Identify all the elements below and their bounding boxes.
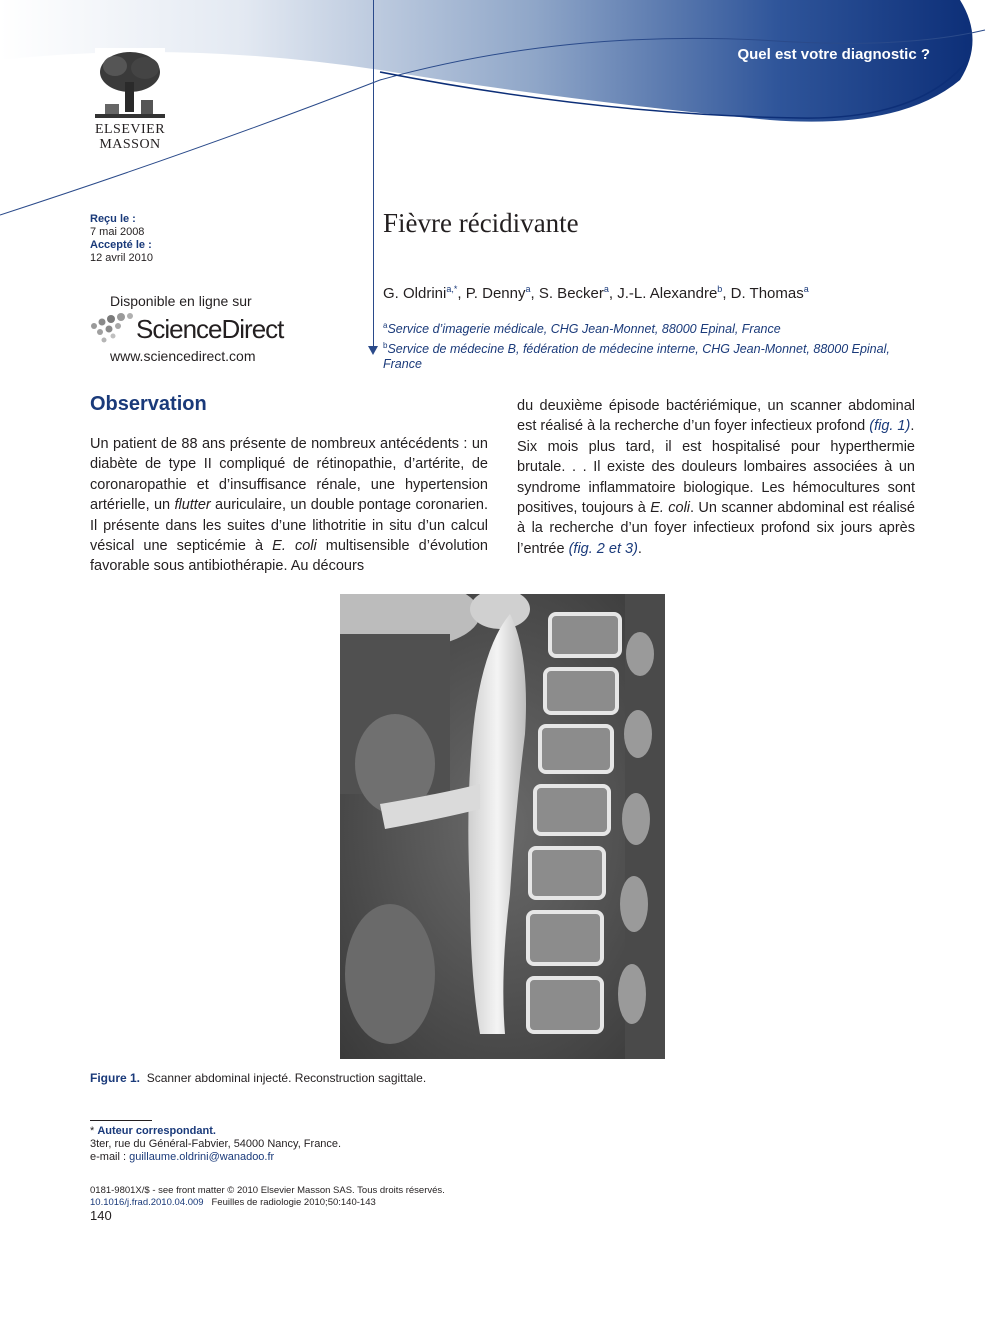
section-tag: Quel est votre diagnostic ? <box>737 46 930 63</box>
author-name: S. Becker <box>538 285 604 302</box>
vertical-divider-line <box>373 0 374 348</box>
accepted-date: 12 avril 2010 <box>90 252 153 264</box>
paragraph: Un patient de 88 ans présente de nombreux antécédents : un diabète de type II compliqué de rétinopathie, d’artérite, de coronaropathie et d’insuffisance rénale, une hypertension artérielle, un flutter auriculaire, un double pontage coronarien. Il présente dans les suites d’une lithotritie in situ d’un calcul vésical une septicémie à E. coli multisensible d’évolution favorable sous antibiothérapie. Au décours <box>90 436 488 575</box>
sciencedirect-dots-icon <box>88 312 136 348</box>
author-affil-sup: a <box>803 284 809 294</box>
section-heading-observation: Observation <box>90 393 207 415</box>
author-affil-sup: b <box>717 284 723 294</box>
sciencedirect-logo <box>88 310 288 350</box>
author-list: G. Oldrini$^{a,*}$, P. Denny$^a$, S. Becker$^a$, J.-L. Alexandre$^b$, D. Thomas$^a$ <box>383 284 809 302</box>
article-dates <box>90 213 153 265</box>
received-date: 7 mai 2008 <box>90 226 145 238</box>
author-name: G. Oldrini <box>383 285 447 302</box>
affiliation-a: $^a$Service d’imagerie médicale, CHG Jean-Monnet, 88000 Epinal, France <box>383 321 781 337</box>
figure-caption: Figure 1. Scanner abdominal injecté. Reconstruction sagittale. <box>90 1071 427 1085</box>
affiliation-list <box>383 318 923 373</box>
footnote: * Auteur correspondant. 3ter, rue du Général-Fabvier, 54000 Nancy, France. e-mail : guillaume.oldrini@wanadoo.fr <box>90 1125 342 1163</box>
author-affil-sup: a <box>603 284 609 294</box>
page-number: 140 <box>90 1208 112 1223</box>
accepted-label: Accepté le : <box>90 239 152 251</box>
journal-citation: Feuilles de radiologie 2010;50:140-143 <box>211 1196 376 1208</box>
ct-scan-sagittal-image <box>340 594 665 1059</box>
figure-label: Figure 1. <box>90 1071 141 1085</box>
paragraph: Six mois plus tard, il est hospitalisé pour hyperthermie brutale. . . Il existe des douleurs lombaires associées à un syndrome inflammatoire biologique. Les hémocultures sont positives, toujours à E. coli. Un scanner abdominal est réalisé à la recherche d’un foyer infectieux profond six jours après l’entrée (fig. 2 et 3). <box>517 438 915 557</box>
body-column-left <box>90 434 488 577</box>
sciencedirect-url[interactable]: www.sciencedirect.com <box>110 348 256 364</box>
available-online-text: Disponible en ligne sur <box>110 293 252 309</box>
copyright-line: 0181-9801X/$ - see front matter © 2010 Elsevier Masson SAS. Tous droits réservés. <box>90 1185 445 1196</box>
figure-ref-link[interactable]: (fig. 2 et 3) <box>568 540 638 557</box>
paragraph: du deuxième épisode bactériémique, un scanner abdominal est réalisé à la recherche d’un foyer infectieux profond (fig. 1). <box>517 398 915 435</box>
arrow-down-icon <box>368 346 378 355</box>
author-name: J.-L. Alexandre <box>617 285 718 302</box>
logo-word-elsevier: ELSEVIER <box>94 122 166 137</box>
logo-word-masson: MASSON <box>99 137 161 152</box>
author-name: D. Thomas <box>730 285 804 302</box>
received-label: Reçu le : <box>90 213 136 225</box>
author-affil-sup: a,* <box>446 284 458 294</box>
doi-link[interactable]: 10.1016/j.frad.2010.04.009 <box>90 1196 204 1208</box>
tree-logo-icon <box>95 48 165 120</box>
footnote-rule <box>90 1120 152 1121</box>
corresponding-author-label: Auteur correspondant. <box>97 1125 216 1137</box>
author-name: P. Denny <box>465 285 526 302</box>
affiliation-b: $^b$Service de médecine B, fédération de médecine interne, CHG Jean-Monnet, 88000 Epinal, France <box>383 340 890 372</box>
figure-ref-link[interactable]: (fig. 1) <box>869 418 911 435</box>
article-title: Fièvre récidivante <box>383 208 579 238</box>
author-affil-sup: a <box>525 284 531 294</box>
body-column-right <box>517 396 915 559</box>
correspondence-address: 3ter, rue du Général-Fabvier, 54000 Nancy, France. <box>90 1138 342 1150</box>
author-email-link[interactable]: guillaume.oldrini@wanadoo.fr <box>129 1151 275 1163</box>
sciencedirect-wordmark: ScienceDirect <box>136 314 284 344</box>
publication-meta <box>90 1185 445 1208</box>
elsevier-masson-logo <box>80 48 180 152</box>
